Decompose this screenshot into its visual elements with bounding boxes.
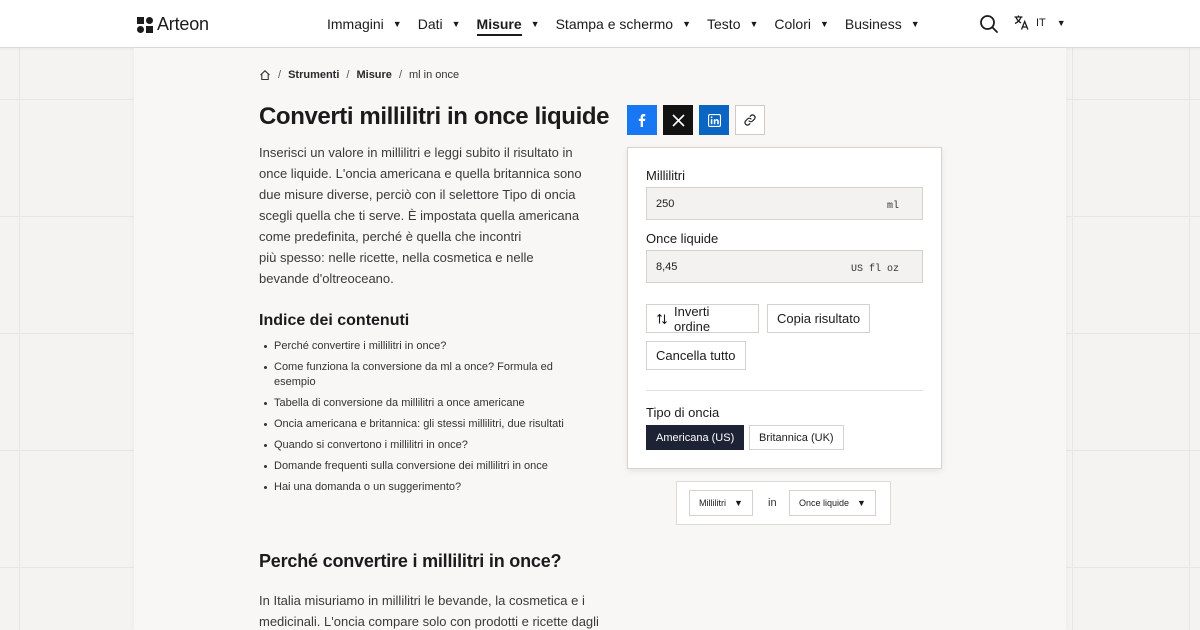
- language-code: IT: [1036, 16, 1046, 29]
- oz-input[interactable]: [647, 251, 847, 282]
- breadcrumb-item-strumenti[interactable]: Strumenti: [288, 69, 340, 81]
- oz-unit: US fl oz: [850, 264, 899, 275]
- share-linkedin-button[interactable]: [699, 105, 729, 135]
- nav-item-business[interactable]: [845, 16, 920, 32]
- page-title: Converti millilitri in once liquide: [259, 103, 610, 130]
- share-facebook-button[interactable]: [627, 105, 657, 135]
- linkedin-icon: [708, 114, 721, 127]
- intro-line: Inserisci un valore in millilitri e leggi subito il risultato in: [259, 145, 573, 160]
- clear-all-button[interactable]: [646, 341, 746, 370]
- nav-item-label: Misure: [477, 16, 522, 36]
- section-line: medicinali. L'oncia compare solo con prodotti e ricette dagli: [259, 614, 599, 629]
- unit-connector: in: [768, 497, 777, 509]
- copy-link-button[interactable]: [735, 105, 765, 135]
- copy-result-button[interactable]: [767, 304, 870, 333]
- oz-label: Once liquide: [646, 231, 719, 246]
- caret-down-icon: ▼: [682, 19, 692, 29]
- search-icon: [978, 13, 1000, 35]
- brand-name: Arteon: [157, 14, 209, 34]
- breadcrumb-current: ml in once: [409, 69, 460, 81]
- caret-down-icon: ▼: [1056, 17, 1066, 28]
- x-icon: [672, 114, 685, 127]
- breadcrumb: [259, 69, 459, 81]
- to-unit-value: Once liquide: [799, 498, 850, 508]
- from-unit-value: Millilitri: [699, 498, 726, 508]
- ml-field[interactable]: [646, 187, 923, 220]
- table-of-contents: [274, 339, 564, 501]
- toc-title: Indice dei contenuti: [259, 312, 410, 329]
- brand-logo[interactable]: [137, 14, 209, 35]
- oz-field[interactable]: [646, 250, 923, 283]
- swap-button-label: Inverti ordine: [673, 303, 711, 334]
- caret-down-icon: ▼: [451, 19, 461, 29]
- ounce-type-uk-option[interactable]: [749, 425, 844, 450]
- intro-line: once liquide. L'oncia americana e quella britannica sono: [259, 166, 582, 181]
- intro-line: due misure diverse, perciò con il selettore Tipo di oncia: [259, 187, 576, 202]
- intro-line: più spesso: nelle ricette, nella cosmetica e nelle: [259, 250, 534, 265]
- toc-item[interactable]: Tabella di conversione da millilitri a once americane: [274, 396, 564, 411]
- nav-item-label: Immagini: [327, 16, 384, 32]
- intro-line: scegli quella che ti serve. È impostata quella americana: [259, 208, 580, 223]
- caret-down-icon: ▼: [749, 19, 759, 29]
- caret-down-icon: ▼: [819, 19, 829, 29]
- toc-item[interactable]: Domande frequenti sulla conversione dei millilitri in once: [274, 459, 564, 474]
- converter-card: [627, 147, 942, 469]
- ounce-type-label: Tipo di oncia: [646, 405, 720, 420]
- ounce-type-us-option[interactable]: [646, 425, 744, 450]
- main-nav: [327, 0, 936, 48]
- nav-item-label: Business: [844, 16, 902, 32]
- toc-item[interactable]: Hai una domanda o un suggerimento?: [274, 480, 564, 495]
- breadcrumb-separator: /: [346, 69, 350, 81]
- nav-item-immagini[interactable]: [327, 16, 402, 32]
- clear-all-label: Cancella tutto: [656, 348, 736, 363]
- breadcrumb-item-misure[interactable]: Misure: [356, 69, 392, 81]
- breadcrumb-separator: /: [398, 69, 402, 81]
- toc-item[interactable]: Come funziona la conversione da ml a once? Formula ed esempio: [274, 360, 564, 390]
- logo-icon: [137, 17, 153, 33]
- breadcrumb-separator: /: [278, 69, 282, 81]
- link-icon: [743, 113, 757, 127]
- nav-item-label: Testo: [707, 16, 741, 32]
- nav-item-label: Dati: [417, 16, 443, 32]
- nav-item-dati[interactable]: [418, 16, 461, 32]
- intro-line: come predefinita, perché è quella che incontri: [259, 229, 522, 244]
- divider: [646, 390, 923, 391]
- ounce-type-uk-label: Britannica (UK): [759, 431, 834, 444]
- nav-item-colori[interactable]: [774, 16, 829, 32]
- nav-item-stampa[interactable]: [556, 16, 691, 32]
- ml-unit: ml: [886, 201, 899, 212]
- nav-item-testo[interactable]: [707, 16, 758, 32]
- swap-button[interactable]: [646, 304, 759, 333]
- site-header: [0, 0, 1200, 48]
- facebook-icon: [635, 113, 649, 127]
- search-button[interactable]: [978, 13, 1000, 35]
- nav-item-misure[interactable]: [477, 12, 540, 36]
- ml-input[interactable]: [647, 188, 847, 219]
- toc-item[interactable]: Perché convertire i millilitri in once?: [274, 339, 564, 354]
- language-selector[interactable]: [1013, 14, 1066, 31]
- share-x-button[interactable]: [663, 105, 693, 135]
- intro-paragraph: [259, 142, 589, 289]
- section-title: Perché convertire i millilitri in once?: [259, 551, 562, 571]
- section-paragraph: [259, 590, 604, 630]
- intro-line: bevande d'oltreoceano.: [259, 271, 394, 286]
- nav-item-label: Stampa e schermo: [555, 16, 674, 32]
- caret-down-icon: ▼: [530, 19, 540, 29]
- ounce-type-us-label: Americana (US): [656, 431, 735, 444]
- caret-down-icon: ▼: [857, 498, 866, 508]
- nav-item-label: Colori: [774, 16, 811, 32]
- translate-icon: [1013, 14, 1030, 31]
- section-line: In Italia misuriamo in millilitri le bevande, la cosmetica e i: [259, 593, 585, 608]
- unit-selector-box: [676, 481, 891, 525]
- caret-down-icon: ▼: [392, 19, 402, 29]
- caret-down-icon: ▼: [734, 498, 743, 508]
- ml-label: Millilitri: [646, 168, 685, 183]
- swap-arrows-icon: [656, 313, 668, 325]
- toc-item[interactable]: Quando si convertono i millilitri in once?: [274, 438, 564, 453]
- to-unit-select[interactable]: [789, 490, 876, 516]
- copy-result-label: Copia risultato: [777, 311, 861, 326]
- home-icon[interactable]: [259, 69, 271, 81]
- caret-down-icon: ▼: [910, 19, 920, 29]
- share-bar: [627, 105, 765, 135]
- toc-item[interactable]: Oncia americana e britannica: gli stessi millilitri, due risultati: [274, 418, 564, 430]
- from-unit-select[interactable]: [689, 490, 753, 516]
